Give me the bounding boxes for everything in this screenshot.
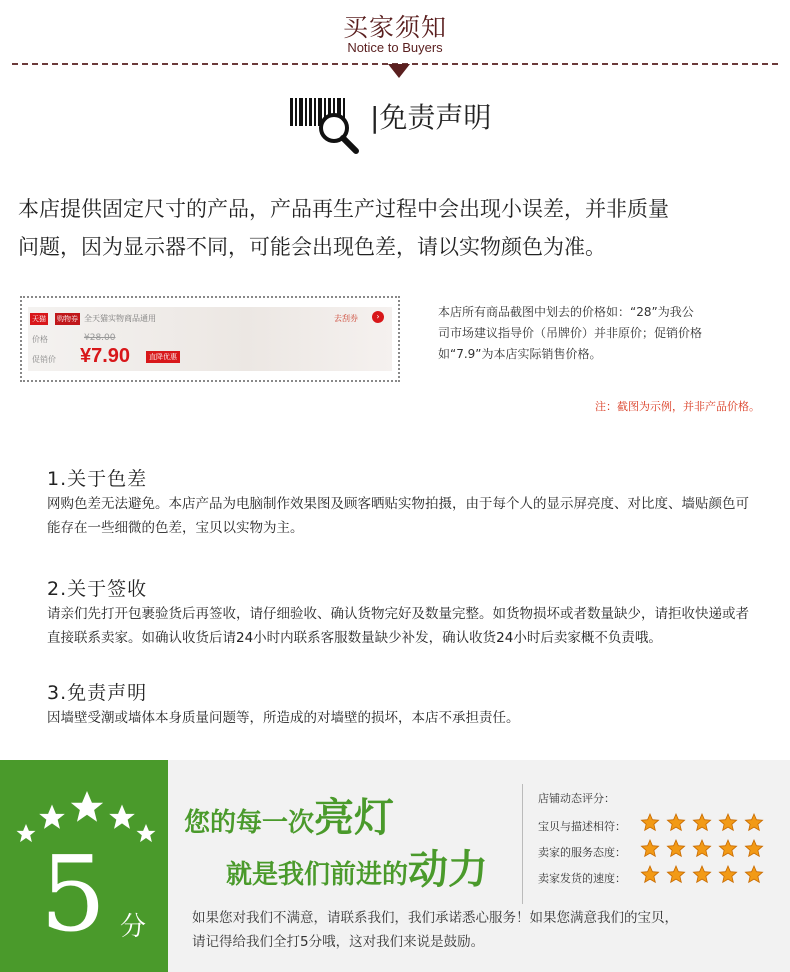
star-icon: [719, 866, 736, 882]
coupon-link: 去刮券: [334, 314, 358, 323]
price-panel: [28, 307, 392, 371]
section-body-disclaimer: 因墙壁受潮或墙体本身质量问题等，所造成的对墙壁的损坏，本店不承担责任。: [47, 710, 520, 726]
slogan-line-2: [226, 838, 488, 895]
star-icon: [693, 814, 710, 830]
star-icon: [719, 814, 736, 830]
section-title-signing: 2.关于签收: [47, 578, 148, 600]
divider: [522, 784, 523, 904]
section-body-color: 网购色差无法避免。本店产品为电脑制作效果图及顾客晒贴实物拍摄，由于每个人的显示屏亮度、对比度、墙贴颜色可能存在一些细微的色差，宝贝以实物为主。: [47, 496, 749, 536]
score-number: 5: [40, 833, 107, 955]
star-icon: [641, 814, 658, 830]
score-stars-service: [640, 839, 770, 859]
rating-banner: [0, 760, 790, 972]
star-icon: [745, 814, 762, 830]
header-pointer-icon: [388, 64, 410, 78]
coupon-notice: 全天猫实物商品通用: [84, 314, 156, 323]
slogan-1a: 您的每一次: [184, 808, 315, 838]
score-panel: [0, 760, 168, 972]
price-screenshot-example: [20, 296, 400, 382]
star-icon: [667, 866, 684, 882]
intro-text: [18, 190, 778, 266]
tmall-tag: 天猫: [32, 315, 46, 323]
star-icon: [719, 840, 736, 856]
star-icon: [693, 866, 710, 882]
slogan-2b: 动力: [408, 847, 489, 893]
disclaimer-title: |免责声明: [370, 101, 492, 134]
example-note: 注：截图为示例，并非产品价格。: [595, 400, 760, 413]
intro-line: 本店提供固定尺寸的产品，产品再生产过程中会出现小误差，并非质量: [18, 197, 669, 221]
score-stars-shipping: [640, 865, 770, 885]
footer-line: 请记得给我们全打5分哦，这对我们来说是鼓励。: [192, 934, 485, 950]
original-price: ¥28.00: [84, 333, 116, 343]
price-explanation: [438, 302, 768, 365]
star-icon: [693, 840, 710, 856]
star-icon: [641, 866, 658, 882]
slogan-line-1: [184, 786, 394, 843]
section-title-disclaimer: 3.免责声明: [47, 682, 148, 704]
score-row-service: 卖家的服务态度：: [538, 846, 626, 859]
price-explanation-line: 本店所有商品截图中划去的价格如：“28”为我公: [438, 305, 694, 319]
star-icon: [745, 840, 762, 856]
shop-tag: 购物券: [57, 315, 78, 323]
score-stars-description: [640, 813, 770, 833]
score-title: 店铺动态评分：: [538, 792, 615, 805]
footer-line: 如果您对我们不满意，请联系我们，我们承诺悉心服务！如果您满意我们的宝贝，: [192, 910, 678, 926]
star-icon: [745, 866, 762, 882]
barcode-magnifier-icon: [288, 96, 370, 158]
section-body-signing: 请亲们先打开包裹验货后再签收，请仔细验收、确认货物完好及数量完整。如货物损坏或者数量缺少，请拒收快递或者直接联系卖家。如确认收货后请24小时内联系客服数量缺少补发，确认收货24小时后卖家概不负责哦。: [47, 606, 749, 646]
promo-label: 促销价: [32, 355, 56, 364]
star-icon: [667, 814, 684, 830]
slogan-2a: 就是我们前进的: [226, 860, 409, 890]
intro-line: 问题，因为显示器不同，可能会出现色差，请以实物颜色为准。: [18, 235, 606, 259]
page-subtitle: Notice to Buyers: [347, 40, 443, 55]
section-title-color: 1.关于色差: [47, 468, 148, 490]
page-title: 买家须知: [342, 13, 447, 42]
promo-price: ¥7.90: [80, 345, 131, 367]
star-icon: [641, 840, 658, 856]
price-explanation-line: 如“7.9”为本店实际销售价格。: [438, 347, 602, 361]
slogan-1b: 亮灯: [314, 795, 395, 841]
rating-footer-text: [192, 906, 772, 954]
score-row-description: 宝贝与描述相符：: [538, 820, 626, 833]
arrow-right-icon: ›: [372, 311, 384, 323]
promo-tag: 直降优惠: [146, 351, 180, 363]
price-label: 价格: [32, 335, 48, 344]
score-row-shipping: 卖家发货的速度：: [538, 872, 626, 885]
score-unit: 分: [120, 912, 147, 942]
star-icon: [667, 840, 684, 856]
price-explanation-line: 司市场建议指导价（吊牌价）并非原价；促销价格: [438, 326, 703, 340]
